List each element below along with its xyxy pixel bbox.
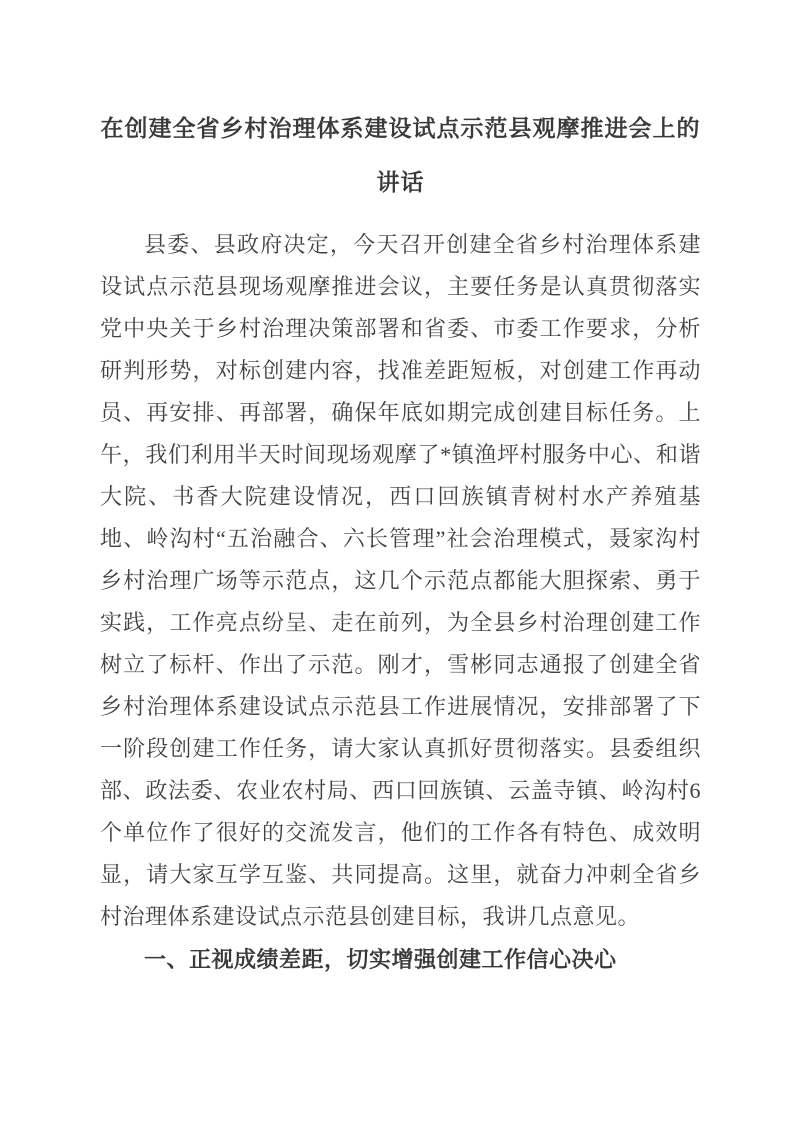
- section-heading: 一、正视成绩差距，切实增强创建工作信心决心: [144, 947, 617, 972]
- body-paragraph: 县委、县政府决定，今天召开创建全省乡村治理体系建设试点示范县现场观摩推进会议，主要任务是认真贯彻落实党中央关于乡村治理决策部署和省委、市委工作要求，分析研判形势，对标创建内容，找准差距短板，对创建工作再动员、再安排、再部署，确保年底如期完成创建目标任务。上午，我们利用半天时间现场观摩了*镇渔坪村服务中心、和谐大院、书香大院建设情况，西口回族镇青树村水产养殖基地、岭沟村“五治融合、六长管理”社会治理模式，聂家沟村乡村治理广场等示范点，这几个示范点都能大胆探索、勇于实践，工作亮点纷呈、走在前列，为全县乡村治理创建工作树立了标杆、作出了示范。刚才，雪彬同志通报了创建全省乡村治理体系建设试点示范县工作进展情况，安排部署了下一阶段创建工作任务，请大家认真抓好贯彻落实。县委组织部、政法委、农业农村局、西口回族镇、云盖寺镇、岭沟村6个单位作了很好的交流发言，他们的工作各有特色、成效明显，请大家互学互鉴、共同提高。这里，就奋力冲刺全省乡村治理体系建设试点示范县创建目标，我讲几点意见。: [100, 232, 701, 929]
- document-title: 在创建全省乡村治理体系建设试点示范县观摩推进会上的讲话: [100, 116, 701, 195]
